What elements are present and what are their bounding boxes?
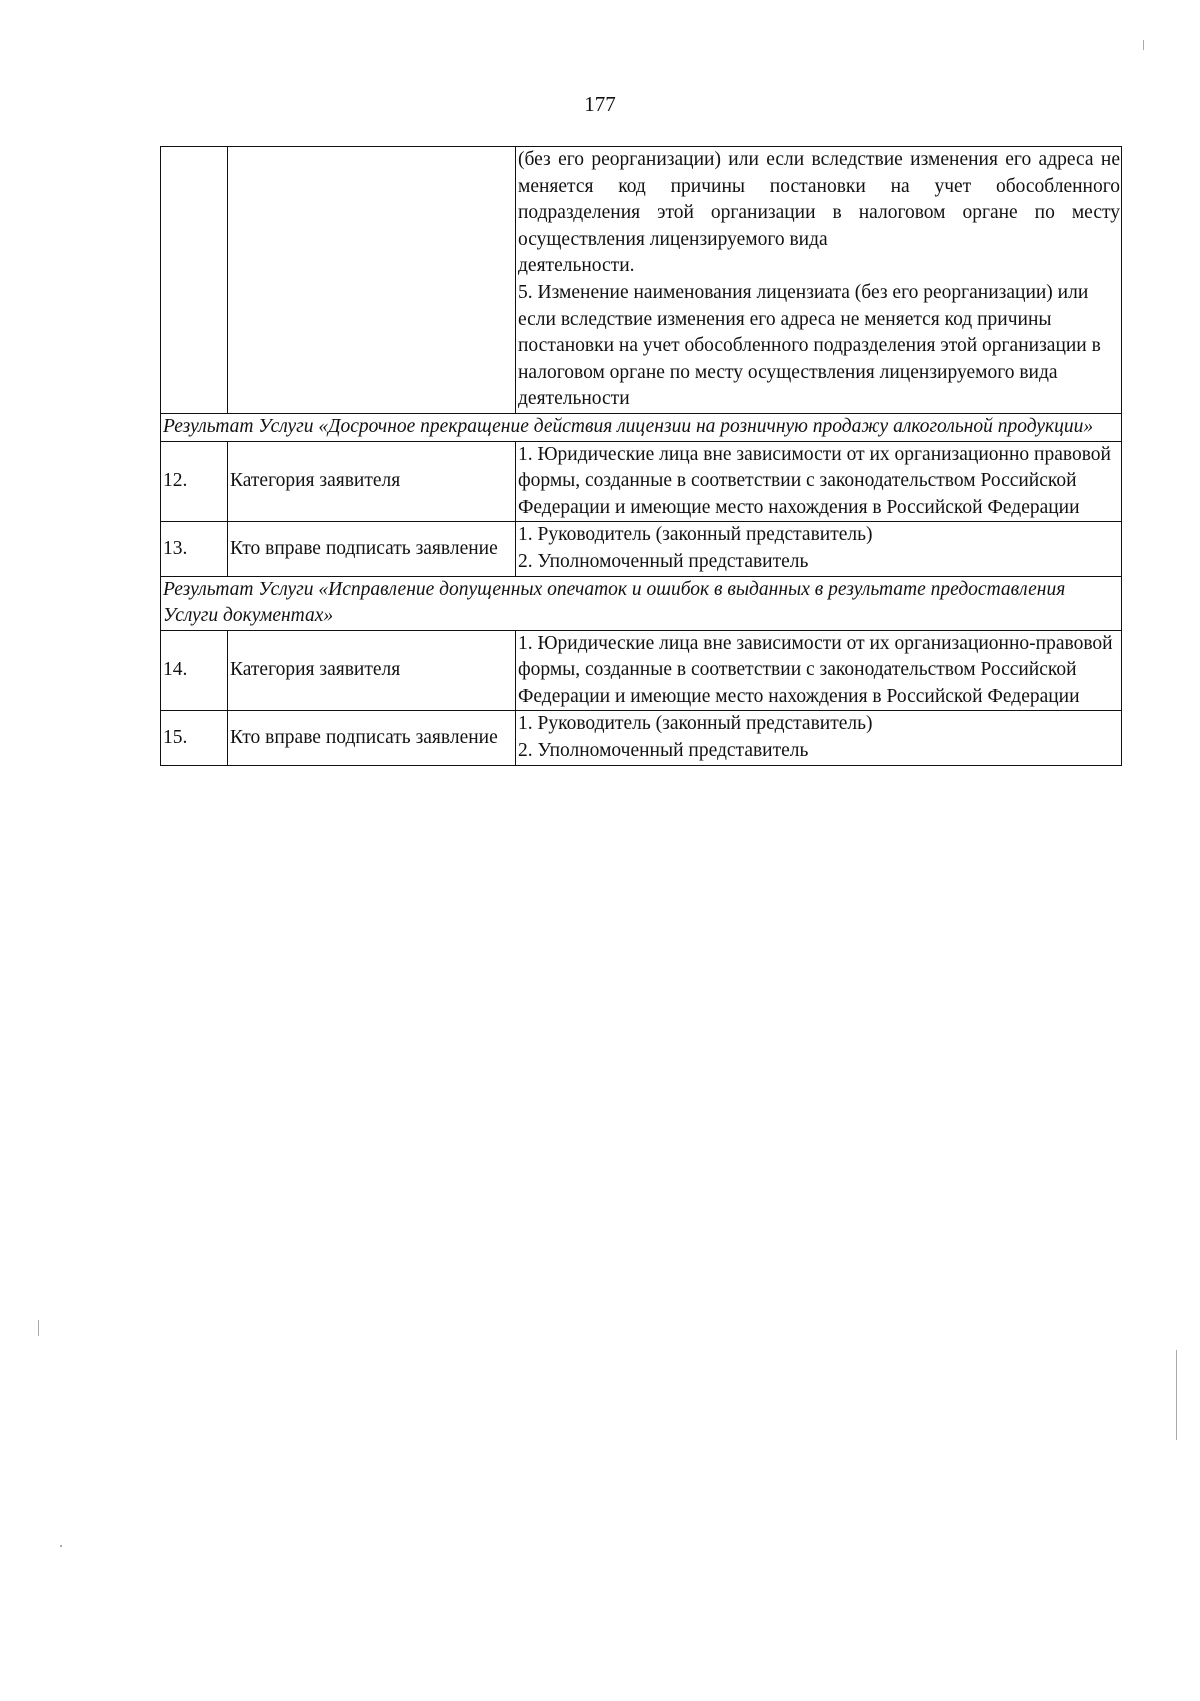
table-row-continuation bbox=[161, 147, 1122, 414]
section-header-cell bbox=[161, 413, 1122, 441]
value-cell bbox=[516, 522, 1122, 576]
section-title: «Исправление допущенных опечаток и ошибок в выданных в результате предоставления Услуги документах» bbox=[163, 578, 1066, 627]
document-table bbox=[160, 146, 1122, 766]
list-item: 2. Уполномоченный представитель bbox=[518, 740, 809, 762]
row-number-cell: 15. bbox=[161, 711, 228, 765]
row-number-cell: 14. bbox=[161, 630, 228, 711]
continuation-text-end: деятельности. bbox=[518, 255, 635, 277]
value-cell bbox=[516, 711, 1122, 765]
table-row bbox=[161, 630, 1122, 711]
parameter-cell: Категория заявителя bbox=[228, 441, 516, 522]
page-number: 177 bbox=[584, 92, 616, 116]
value-cell: 1. Юридические лица вне зависимости от их организационно-правовой формы, созданные в соответствии с законодательством Российской Федерации и имеющие место нахождения в Российской Федерации bbox=[516, 630, 1122, 711]
table-row bbox=[161, 711, 1122, 765]
row-number-cell bbox=[161, 147, 228, 414]
list-item: 1. Руководитель (законный представитель) bbox=[518, 524, 873, 546]
section-title: «Досрочное прекращение действия лицензии на розничную продажу алкогольной продукции» bbox=[318, 415, 1094, 437]
row-number-cell: 13. bbox=[161, 522, 228, 576]
section-label: Результат Услуги bbox=[163, 578, 314, 600]
scan-edge-mark bbox=[1143, 40, 1144, 50]
section-header-row bbox=[161, 413, 1122, 441]
value-cell bbox=[516, 147, 1122, 414]
value-cell: 1. Юридические лица вне зависимости от их организационно правовой формы, созданные в соответствии с законодательством Российской Федерации и имеющие место нахождения в Российской Федерации bbox=[516, 441, 1122, 522]
item-5-text: 5. Изменение наименования лицензиата (без его реорганизации) или если вследствие изменения его адреса не меняется код причины постановки на учет обособленного подразделения этой организации в налоговом органе по месту осуществления лицензируемого вида деятельности bbox=[518, 281, 1101, 410]
scan-edge-mark bbox=[38, 1320, 39, 1336]
table-row bbox=[161, 522, 1122, 576]
list-item: 1. Руководитель (законный представитель) bbox=[518, 713, 873, 735]
list-item: 2. Уполномоченный представитель bbox=[518, 550, 809, 572]
table-row bbox=[161, 441, 1122, 522]
scan-edge-mark bbox=[60, 1545, 62, 1547]
parameter-cell: Категория заявителя bbox=[228, 630, 516, 711]
parameter-cell: Кто вправе подписать заявление bbox=[228, 522, 516, 576]
continuation-text: (без его реорганизации) или если вследствие изменения его адреса не меняется код причины постановки на учет обособленного подразделения этой организации в налоговом органе по месту осуществления лицензируемого вида bbox=[518, 149, 1120, 250]
parameter-cell: Кто вправе подписать заявление bbox=[228, 711, 516, 765]
section-header-row bbox=[161, 576, 1122, 630]
parameter-cell bbox=[228, 147, 516, 414]
section-label: Результат Услуги bbox=[163, 415, 314, 437]
row-number-cell: 12. bbox=[161, 441, 228, 522]
section-header-cell bbox=[161, 576, 1122, 630]
scan-edge-mark bbox=[1176, 1350, 1177, 1440]
